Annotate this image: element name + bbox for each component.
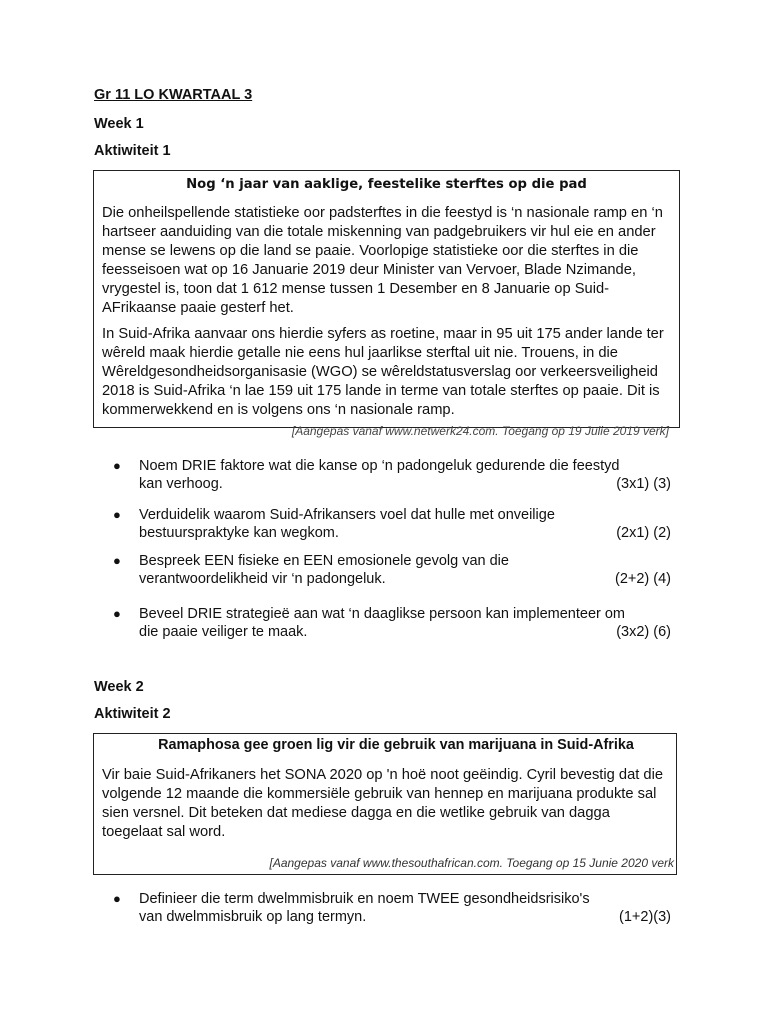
article-2-box: [93, 733, 677, 875]
bullet-icon: ●: [113, 606, 121, 621]
article-1-paragraph-1: Die onheilspellende statistieke oor padsterftes in die feestyd is ‘n nasionale ramp en ‘n hartseer aanduiding van die totale miskenning van padgebruikers vir hul eie en ander mense se lewens op die land se paaie. Voorlopige statistieke oor die sterftes in die feesseisoen wat op 16 Januarie 2019 deur Minister van Vervoer, Blade Nzimande, vrygestel is, toon dat 1 612 mense tussen 1 Desember en 8 Januarie op Suid-AFrikaanse paaie gesterf het.: [102, 205, 663, 316]
page-title: Gr 11 LO KWARTAAL 3: [94, 87, 253, 103]
question-5-line-1: Definieer die term dwelmmisbruik en noem TWEE gesondheidsrisiko's: [139, 891, 590, 907]
article-2-source: [Aangepas vanaf www.thesouthafrican.com. Toegang op 15 Junie 2020 verk: [269, 856, 674, 870]
question-4: [113, 605, 673, 641]
article-1-source: [Aangepas vanaf www.netwerk24.com. Toegang op 19 Julie 2019 verk]: [291, 424, 669, 438]
question-2-line-2: bestuurspraktyke kan wegkom.: [139, 525, 339, 541]
article-1-box: [93, 170, 680, 438]
question-2: [113, 506, 673, 542]
question-4-line-1: Beveel DRIE strategieë aan wat ‘n daaglikse persoon kan implementeer om: [139, 606, 626, 622]
bullet-icon: ●: [113, 891, 121, 906]
question-3-marks: (2+2) (4): [614, 571, 671, 587]
question-3: [113, 552, 673, 588]
question-1-line-2: kan verhoog.: [139, 476, 223, 492]
question-5-marks: (1+2)(3): [619, 909, 671, 925]
question-4-marks: (3x2) (6): [616, 624, 671, 640]
bullet-icon: ●: [113, 507, 121, 522]
question-5: [113, 890, 673, 926]
article-2-title: Ramaphosa gee groen lig vir die gebruik van marijuana in Suid-Afrika: [158, 737, 634, 753]
week-2-heading: Week 2: [94, 679, 144, 695]
activity-2-heading: Aktiwiteit 2: [94, 706, 171, 722]
week-1-heading: Week 1: [94, 116, 144, 132]
question-1-marks: (3x1) (3): [616, 476, 671, 492]
question-2-line-1: Verduidelik waarom Suid-Afrikansers voel dat hulle met onveilige: [139, 507, 555, 523]
question-3-line-1: Bespreek EEN fisieke en EEN emosionele gevolg van die: [139, 553, 509, 569]
question-4-line-2: die paaie veiliger te maak.: [139, 624, 308, 640]
article-1-title: Nog ‘n jaar van aaklige, feestelike sterftes op die pad: [186, 177, 587, 192]
question-1-line-1: Noem DRIE faktore wat die kanse op ‘n padongeluk gedurende die feestyd: [139, 458, 620, 474]
bullet-icon: ●: [113, 553, 121, 568]
article-1-paragraph-2: In Suid-Afrika aanvaar ons hierdie syfers as roetine, maar in 95 uit 175 ander lande ter wêreld maak hierdie getalle nie eens hul jaarlikse sterftal uit nie. Trouens, in die Wêreldgesondheidsorganisasie (WGO) se wêreldstatusverslag oor verkeersveiligheid 2018 is Suid-Afrika ‘n lae 159 uit 175 lande in terme van totale sterftes op paaie. Dit is kommerwekkend en is volgens ons ‘n nasionale ramp.: [102, 326, 664, 418]
activity-1-heading: Aktiwiteit 1: [94, 143, 171, 159]
question-3-line-2: verantwoordelikheid vir ‘n padongeluk.: [139, 571, 386, 587]
article-2-paragraph: Vir baie Suid-Afrikaners het SONA 2020 op 'n hoë noot geëindig. Cyril bevestig dat die volgende 12 maande die kommersiële gebruik van hennep en marijuana produkte sal sien versnel. Dit beteken dat mediese dagga en die wetlike gebruik van dagga toegelaat sal word.: [102, 767, 663, 840]
question-2-marks: (2x1) (2): [616, 525, 671, 541]
question-5-line-2: van dwelmmisbruik op lang termyn.: [139, 909, 367, 925]
question-1: [113, 457, 673, 493]
bullet-icon: ●: [113, 458, 121, 473]
